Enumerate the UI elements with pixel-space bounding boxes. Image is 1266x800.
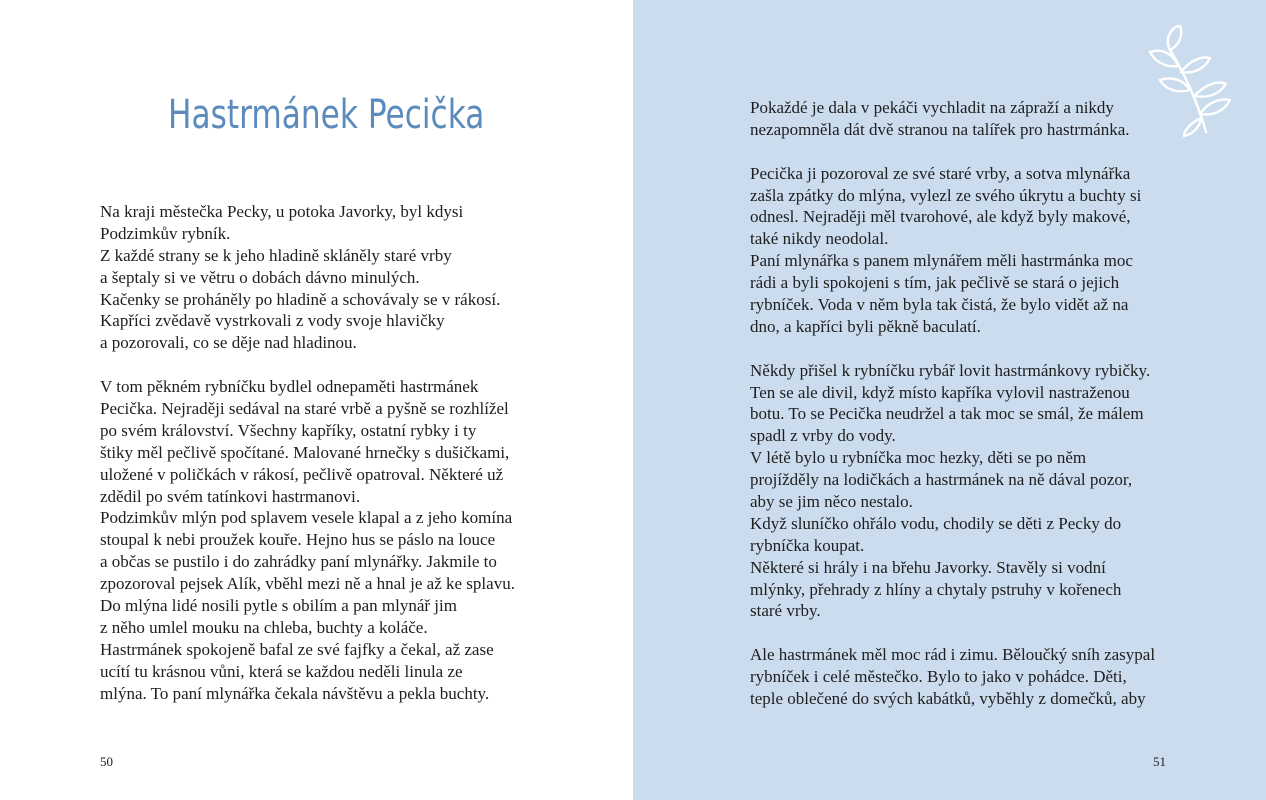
text-line: zdědil po svém tatínkovi hastrmanovi. xyxy=(100,486,361,506)
text-line: po svém království. Všechny kapříky, ostatní rybky i ty xyxy=(100,420,477,440)
text-line: stoupal k nebi proužek kouře. Hejno hus se páslo na louce xyxy=(100,530,496,550)
text-line: také nikdy neodolal. xyxy=(750,229,889,249)
text-line: Podzimkův mlýn pod splavem vesele klapal a z jeho komína xyxy=(100,508,513,528)
text-line: Pokaždé je dala v pekáči vychladit na zápraží a nikdy xyxy=(750,98,1114,117)
paragraph-gap xyxy=(100,354,515,376)
text-line: projížděly na lodičkách a hastrmánek na ně dával pozor, xyxy=(750,470,1133,490)
page-number-left: 50 xyxy=(100,754,113,769)
text-line: Podzimkův rybník. xyxy=(100,223,231,243)
text-line: Někdy přišel k rybníčku rybář lovit hastrmánkovy rybičky. xyxy=(750,360,1151,380)
text-line: ucítí tu krásnou vůni, která se každou neděli linula ze xyxy=(100,661,463,681)
text-line: rádi a byli spokojeni s tím, jak pečlivě se stará o jejich xyxy=(750,273,1120,293)
text-line: rybníček i celé městečko. Bylo to jako v pohádce. Děti, xyxy=(750,667,1127,687)
text-line: a šeptaly si ve větru o dobách dávno minulých. xyxy=(100,267,420,287)
text-line: Ale hastrmánek měl moc rád i zimu. Běloučký sníh zasypal xyxy=(750,645,1156,665)
text-line: Pecička ji pozoroval ze své staré vrby, a sotva mlynářka xyxy=(750,163,1131,183)
text-line: Ten se ale divil, když místo kapříka vylovil nastraženou xyxy=(750,382,1130,402)
text-line: Hastrmánek spokojeně bafal ze své fajfky a čekal, až zase xyxy=(100,639,494,659)
text-line: odnesl. Nejraději měl tvarohové, ale když byly makové, xyxy=(750,207,1131,227)
text-line: spadl z vrby do vody. xyxy=(750,426,896,446)
text-line: Některé si hrály i na břehu Javorky. Stavěly si vodní xyxy=(750,557,1106,577)
text-line: Na kraji městečka Pecky, u potoka Javorky, byl kdysi xyxy=(100,202,464,221)
text-line: zpozoroval pejsek Alík, vběhl mezi ně a hnal je až ke splavu. xyxy=(100,574,515,594)
text-line: V tom pěkném rybníčku bydlel odnepaměti hastrmánek xyxy=(100,377,479,397)
text-line: dno, a kapříci byli pěkně baculatí. xyxy=(750,316,981,336)
text-line: Pecička. Nejraději sedával na staré vrbě a pyšně se rozhlížel xyxy=(100,399,509,419)
page-number-right: 51 xyxy=(1153,754,1166,769)
page-title: Hastrmánek Pecička xyxy=(168,92,485,138)
text-line: nezapomněla dát dvě stranou na talířek pro hastrmánka. xyxy=(750,119,1130,139)
right-page xyxy=(633,0,1266,800)
text-line: Kačenky se proháněly po hladině a schovávaly se v rákosí. xyxy=(100,289,501,309)
text-line: štiky měl pečlivě spočítané. Malované hrnečky s dušičkami, xyxy=(100,442,510,462)
left-page-text xyxy=(100,201,515,704)
text-line: mlýnky, přehrady z hlíny a chytaly pstruhy v kořenech xyxy=(750,579,1122,599)
text-line: aby se jim něco nestalo. xyxy=(750,492,913,512)
text-line: staré vrby. xyxy=(750,601,821,621)
right-page-text xyxy=(750,97,1155,710)
text-line: Paní mlynářka s panem mlynářem měli hastrmánka moc xyxy=(750,251,1133,271)
text-line: rybníčka koupat. xyxy=(750,535,865,555)
text-line: Z každé strany se k jeho hladině skláněly staré vrby xyxy=(100,245,452,265)
text-line: a pozorovali, co se děje nad hladinou. xyxy=(100,333,357,353)
text-line: teple oblečené do svých kabátků, vyběhly z domečků, aby xyxy=(750,689,1146,709)
paragraph-gap xyxy=(750,338,1155,360)
text-line: a občas se pustilo i do zahrádky paní mlynářky. Jakmile to xyxy=(100,552,497,572)
text-line: z něho umlel mouku na chleba, buchty a koláče. xyxy=(100,617,428,637)
text-line: mlýna. To paní mlynářka čekala návštěvu a pekla buchty. xyxy=(100,683,490,703)
paragraph-gap xyxy=(750,622,1155,644)
text-line: Kapříci zvědavě vystrkovali z vody svoje hlavičky xyxy=(100,311,445,331)
text-line: rybníček. Voda v něm byla tak čistá, že bylo vidět až na xyxy=(750,295,1129,315)
paragraph-gap xyxy=(750,141,1155,163)
leaf-branch-icon xyxy=(1148,22,1238,137)
text-line: Do mlýna lidé nosili pytle s obilím a pan mlynář jim xyxy=(100,596,457,616)
text-line: uložené v poličkách v rákosí, pečlivě opatroval. Některé už xyxy=(100,464,504,484)
text-line: zašla zpátky do mlýna, vylezl ze svého úkrytu a buchty si xyxy=(750,185,1142,205)
text-line: botu. To se Pecička neudržel a tak moc se smál, že málem xyxy=(750,404,1144,424)
text-line: Když sluníčko ohřálo vodu, chodily se děti z Pecky do xyxy=(750,513,1122,533)
text-line: V létě bylo u rybníčka moc hezky, děti se po něm xyxy=(750,448,1087,468)
